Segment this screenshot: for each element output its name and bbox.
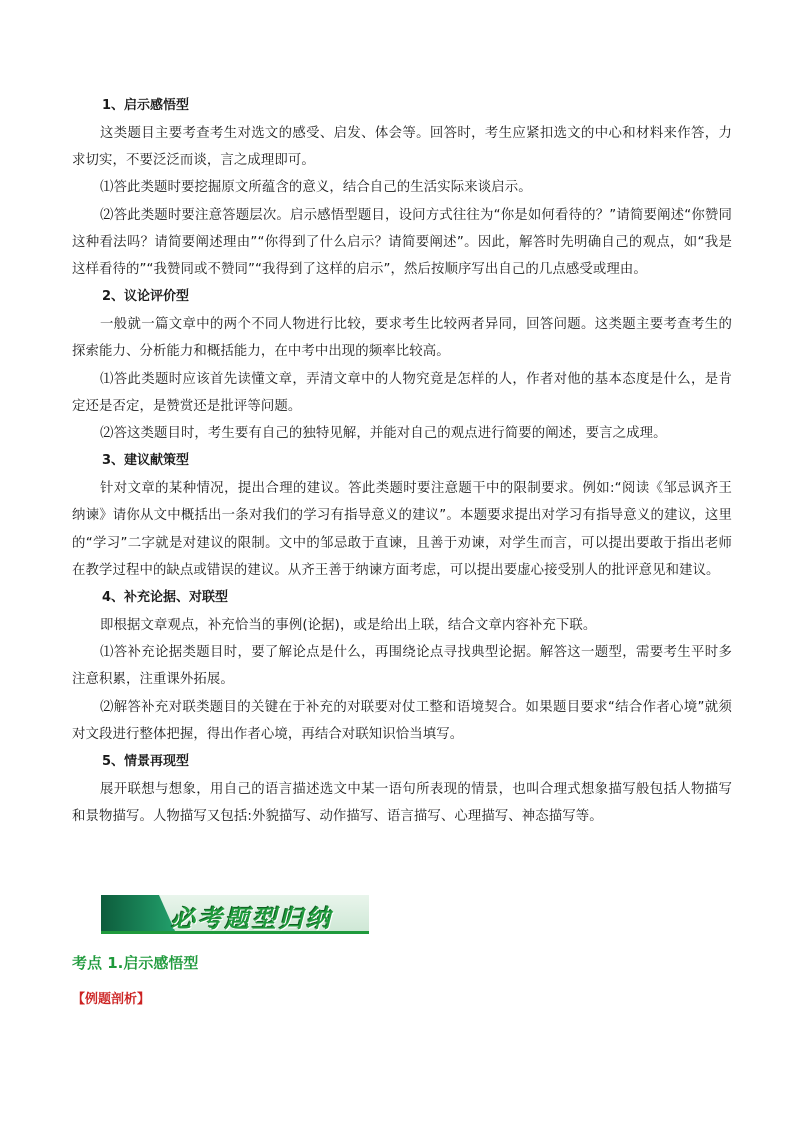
paragraph: 即根据文章观点，补充恰当的事例(论据)，或是给出上联，结合文章内容补充下联。: [100, 618, 597, 634]
paragraph: 一般就一篇文章中的两个不同人物进行比较，要求考生比较两者异同，回答问题。这类题主要考查考生的探索能力、分析能力和概括能力，在中考中出现的频率比较高。: [72, 317, 732, 360]
section-1: [72, 92, 732, 283]
paragraph: ⑵答此类题时要注意答题层次。启示感悟型题目，设问方式往往为“你是如何看待的？”请简要阐述“你赞同这种看法吗？请简要阐述理由”“你得到了什么启示？请简要阐述”。因此，解答时先明确自己的观点，如“我是这样看待的”“我赞同或不赞同”“我得到了这样的启示”，然后按顺序写出自己的几点感受或理由。: [72, 207, 732, 278]
section-4: [72, 584, 732, 748]
kaodian-title: 考点 1.启示感悟型: [72, 954, 199, 972]
section-heading: 1、启示感悟型: [102, 98, 190, 113]
section-2: [72, 283, 732, 447]
paragraph: ⑵答这类题目时，考生要有自己的独特见解，并能对自己的观点进行简要的阐述，要言之成理。: [100, 426, 667, 442]
section-heading: 2、议论评价型: [102, 289, 190, 305]
paragraph: 展开联想与想象，用自己的语言描述选文中某一语句所表现的情景，也叫合理式想象描写般包括人物描写和景物描写。人物描写又包括:外貌描写、动作描写、语言描写、心理描写、神态描写等。: [72, 782, 732, 825]
section-3: [72, 447, 732, 584]
paragraph: ⑴答此类题时应该首先读懂文章，弄清文章中的人物究竟是怎样的人，作者对他的基本态度是什么，是肯定还是否定，是赞赏还是批评等问题。: [72, 371, 732, 414]
section-heading: 4、补充论据、对联型: [102, 590, 229, 606]
section-5: [72, 748, 732, 830]
section-banner: [101, 893, 369, 935]
paragraph: ⑴答补充论据类题目时，要了解论点是什么，再围绕论点寻找典型论据。解答这一题型，需要考生平时多注意积累，注重课外拓展。: [72, 645, 732, 688]
paragraph: 针对文章的某种情况，提出合理的建议。答此类题时要注意题干中的限制要求。例如:“阅读《邹忌讽齐王纳谏》请你从文中概括出一条对我们的学习有指导意义的建议”。本题要求提出对学习有指导意义的建议，这里的“学习”二字就是对建议的限制。文中的邹忌敢于直谏，且善于劝谏，对学生而言，可以提出要敢于指出老师在教学过程中的缺点或错误的建议。从齐王善于纳谏方面考虑，可以提出要虚心接受别人的批评意见和建议。: [72, 481, 732, 578]
document-body: [72, 92, 732, 830]
paragraph: ⑴答此类题时要挖掘原文所蕴含的意义，结合自己的生活实际来谈启示。: [100, 180, 532, 196]
paragraph: 这类题目主要考查考生对选文的感受、启发、体会等。回答时，考生应紧扣选文的中心和材料来作答，力求切实，不要泛泛而谈，言之成理即可。: [72, 126, 732, 169]
banner-title: 必考题型归纳: [171, 904, 333, 933]
section-heading: 3、建议献策型: [102, 453, 190, 469]
section-heading: 5、情景再现型: [102, 754, 190, 770]
paragraph: ⑵解答补充对联类题目的关键在于补充的对联要对仗工整和语境契合。如果题目要求“结合作者心境”就须对文段进行整体把握，得出作者心境，再结合对联知识恰当填写。: [72, 699, 732, 742]
example-label: 【例题剖析】: [72, 992, 151, 1007]
